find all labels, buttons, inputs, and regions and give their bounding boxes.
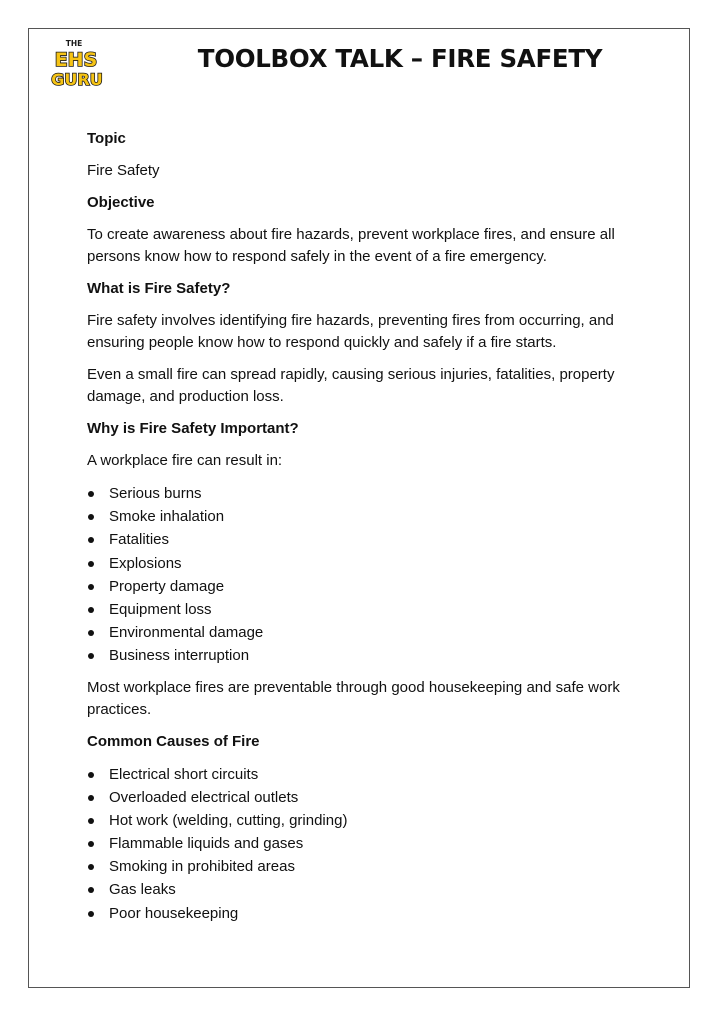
objective-heading: Objective [87,194,155,211]
why-important-heading: Why is Fire Safety Important? [87,420,299,437]
list-item: Serious burns [87,482,647,505]
list-item: Smoking in prohibited areas [87,855,647,878]
list-item: Smoke inhalation [87,505,647,528]
list-item: Gas leaks [87,878,647,901]
document-body [87,128,647,934]
list-item: Flammable liquids and gases [87,832,647,855]
list-item: Property damage [87,575,647,598]
what-is-paragraph: Fire safety involves identifying fire hazards, preventing fires from occurring, and ensuring people know how to respond quickly and safely if a fire starts. [87,312,614,351]
why-important-intro: A workplace fire can result in: [87,452,283,469]
list-item: Fatalities [87,528,647,551]
topic-text: Fire Safety [87,162,160,179]
what-is-heading: What is Fire Safety? [87,280,231,297]
logo-top-text: THE [65,39,83,48]
ehs-guru-logo [48,38,106,90]
logo-bottom-text: GURU [51,70,103,89]
list-item: Hot work (welding, cutting, grinding) [87,809,647,832]
page-title: TOOLBOX TALK – FIRE SAFETY [197,44,603,73]
list-item: Equipment loss [87,598,647,621]
causes-list [87,763,647,925]
topic-heading: Topic [87,130,126,147]
logo-main-text: EHS [54,49,98,71]
list-item: Electrical short circuits [87,763,647,786]
list-item: Explosions [87,552,647,575]
list-item: Business interruption [87,644,647,667]
list-item: Overloaded electrical outlets [87,786,647,809]
list-item: Environmental damage [87,621,647,644]
consequences-list [87,482,647,668]
why-important-outro: Most workplace fires are preventable through good housekeeping and safe work practices. [87,678,620,718]
list-item: Poor housekeeping [87,902,647,925]
objective-text: To create awareness about fire hazards, prevent workplace fires, and ensure all persons know how to respond safely in the event of a fire emergency. [87,226,615,265]
causes-heading: Common Causes of Fire [87,732,260,750]
what-is-paragraph: Even a small fire can spread rapidly, causing serious injuries, fatalities, property damage, and production loss. [87,366,615,405]
